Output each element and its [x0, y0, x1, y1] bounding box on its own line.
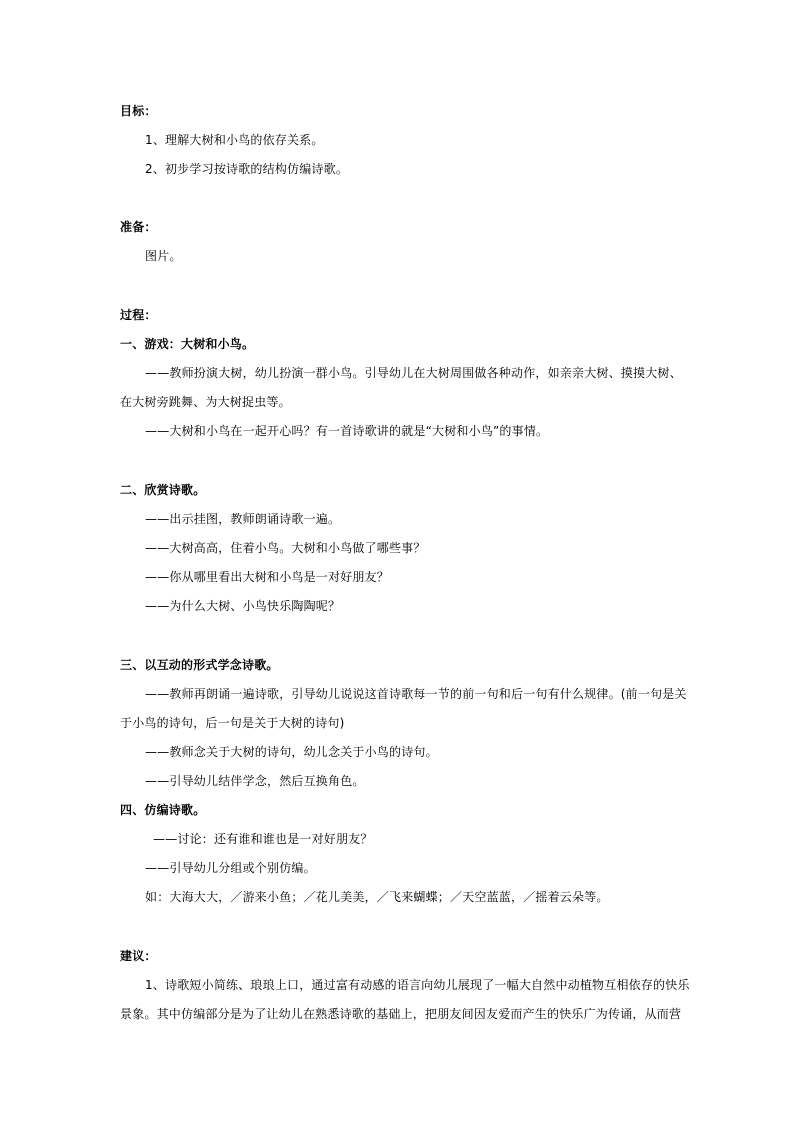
section2-line: ——出示挂图，教师朗诵诗歌一遍。: [145, 512, 341, 526]
section3-line: ——教师再朗诵一遍诗歌，引导幼儿说说这首诗歌每一节的前一句和后一句有什么规律。(前一句是关: [145, 687, 687, 701]
goals-heading: 目标：: [120, 104, 157, 118]
section4-line: 如：大海大大，／游来小鱼；／花儿美美，／飞来蝴蝶；／天空蓝蓝，／摇着云朵等。: [145, 890, 609, 904]
section1-title: 一、游戏：大树和小鸟。: [120, 337, 255, 351]
section1-line: ——教师扮演大树，幼儿扮演一群小鸟。引导幼儿在大树周围做各种动作，如亲亲大树、摸摸大树、: [145, 366, 682, 380]
section3-line: ——教师念关于大树的诗句，幼儿念关于小鸟的诗句。: [145, 745, 438, 759]
process-heading: 过程：: [120, 308, 157, 322]
section2-line: ——为什么大树、小鸟快乐陶陶呢？: [145, 599, 341, 613]
section1-line: ——大树和小鸟在一起开心吗？有一首诗歌讲的就是“大树和小鸟”的事情。: [145, 424, 549, 438]
preparation-text: 图片。: [145, 249, 182, 263]
section2-title: 二、欣赏诗歌。: [120, 483, 206, 497]
section2-line: ——大树高高，住着小鸟。大树和小鸟做了哪些事？: [145, 541, 426, 555]
section4-line: ——引导幼儿分组或个别仿编。: [145, 861, 316, 875]
section3-line: ——引导幼儿结伴学念，然后互换角色。: [145, 774, 365, 788]
section1-line: 在大树旁跳舞、为大树捉虫等。: [120, 395, 291, 409]
section4-line: ——讨论：还有谁和谁也是一对好朋友？: [153, 832, 373, 846]
suggestions-heading: 建议：: [120, 949, 157, 963]
section3-line: 于小鸟的诗句，后一句是关于大树的诗句): [120, 716, 345, 730]
section4-title: 四、仿编诗歌。: [120, 803, 206, 817]
suggestions-line: 1、诗歌短小简练、琅琅上口，通过富有动感的语言向幼儿展现了一幅大自然中动植物互相依存的快乐: [145, 978, 690, 992]
section3-title: 三、以互动的形式学念诗歌。: [120, 658, 279, 672]
preparation-heading: 准备：: [120, 220, 157, 234]
section2-line: ——你从哪里看出大树和小鸟是一对好朋友？: [145, 570, 390, 584]
suggestions-line: 景象。其中仿编部分是为了让幼儿在熟悉诗歌的基础上，把朋友间因友爱而产生的快乐广为传诵，从而营: [120, 1007, 682, 1021]
goal-item-1: 1、理解大树和小鸟的依存关系。: [145, 133, 324, 147]
goal-item-2: 2、初步学习按诗歌的结构仿编诗歌。: [145, 162, 349, 176]
